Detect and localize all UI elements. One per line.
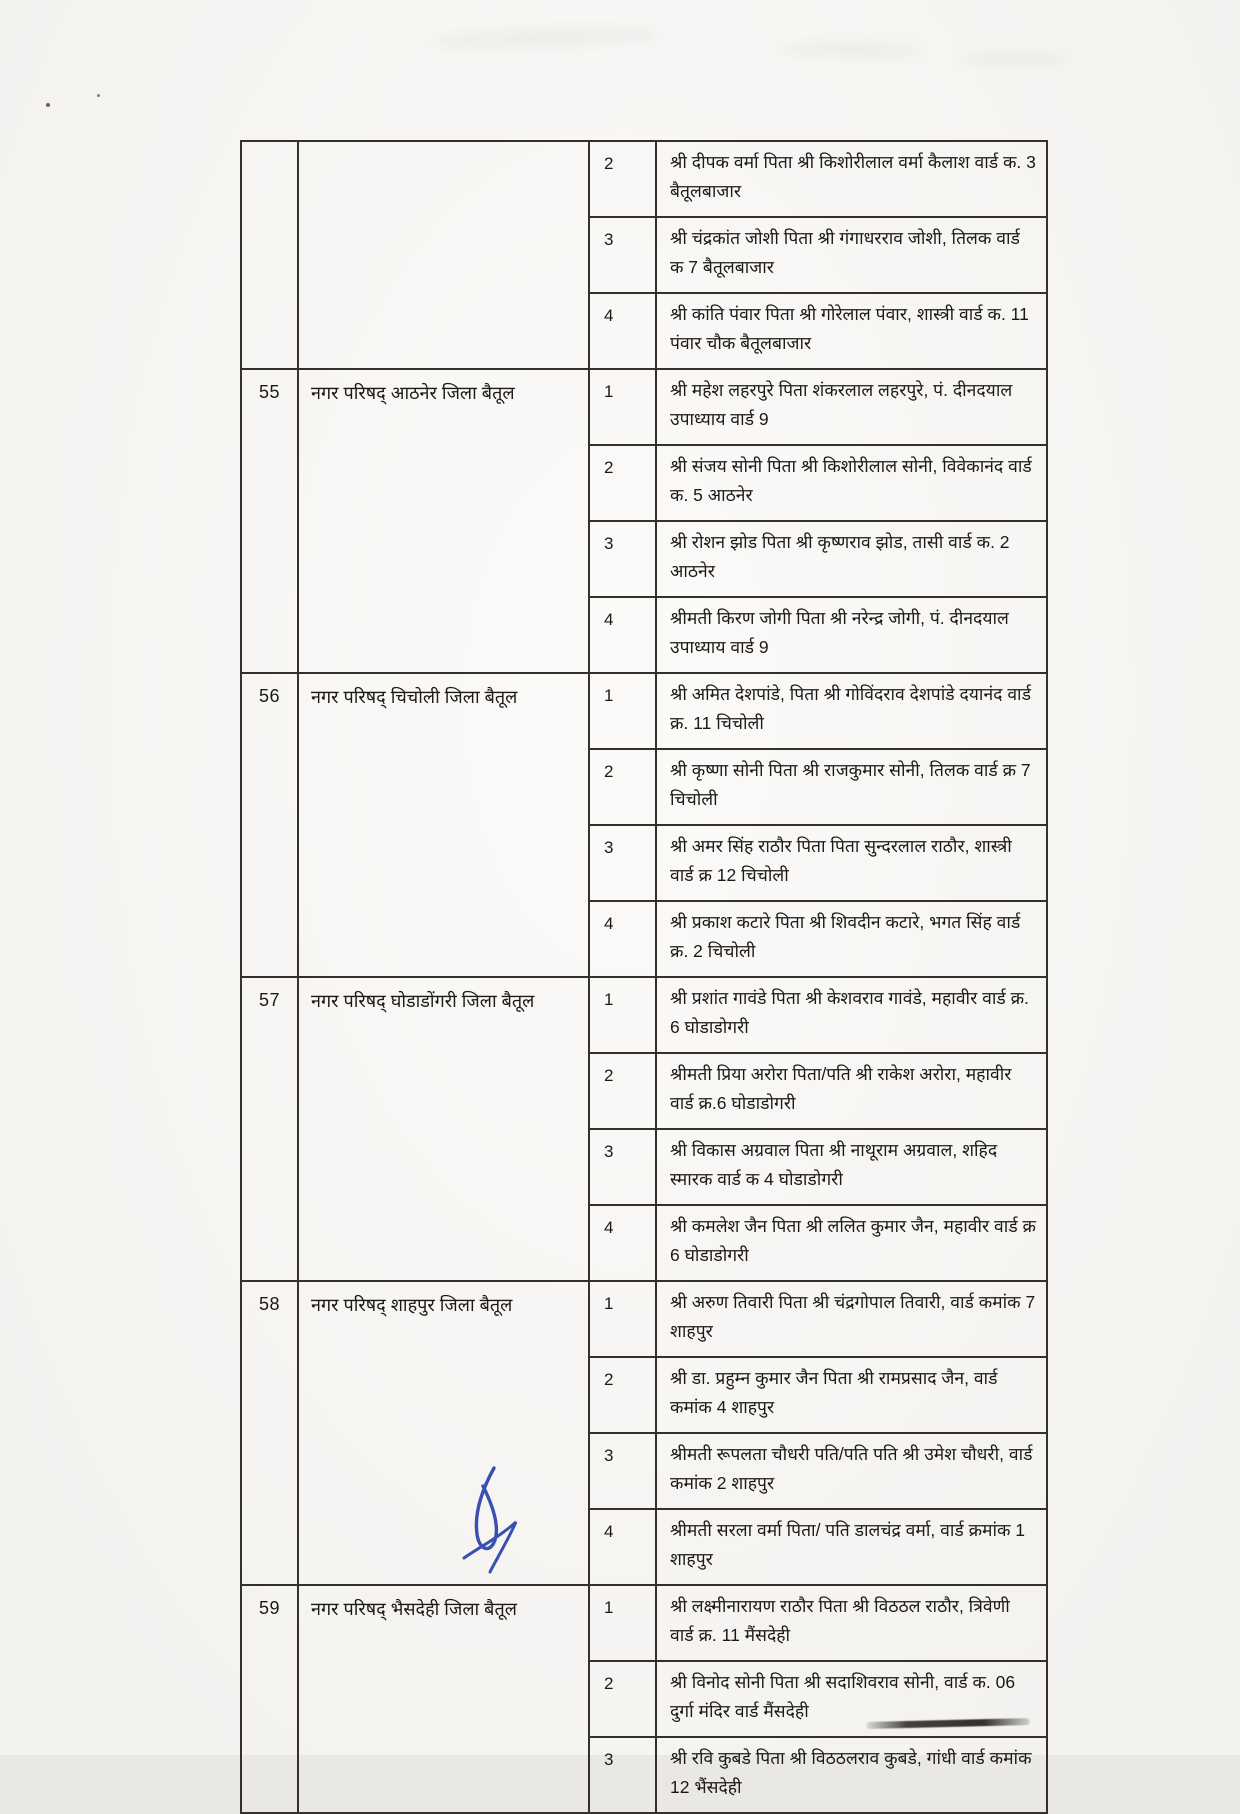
member-detail-cell: श्री विकास अग्रवाल पिता श्री नाथूराम अग्रवाल, शहिद स्मारक वार्ड क 4 घोडाडोगरी	[656, 1129, 1047, 1205]
member-number-cell: 1	[589, 977, 656, 1053]
council-cell	[298, 141, 589, 369]
scan-smudge	[960, 52, 1070, 66]
serial-cell	[241, 141, 298, 369]
member-detail-cell: श्री प्रशांत गावंडे पिता श्री केशवराव गावंडे, महावीर वार्ड क्र. 6 घोडाडोगरी	[656, 977, 1047, 1053]
member-number-cell: 2	[589, 1053, 656, 1129]
member-detail-cell: श्री दीपक वर्मा पिता श्री किशोरीलाल वर्मा कैलाश वार्ड क. 3 बैतूलबाजार	[656, 141, 1047, 217]
member-detail-cell: श्री अमित देशपांडे, पिता श्री गोविंदराव देशपांडे दयानंद वार्ड क्र. 11 चिचोली	[656, 673, 1047, 749]
member-number-cell: 4	[589, 901, 656, 977]
member-number-cell: 3	[589, 1433, 656, 1509]
member-number-cell: 3	[589, 1129, 656, 1205]
council-cell: नगर परिषद् भैसदेही जिला बैतूल	[298, 1585, 589, 1813]
ink-dot	[46, 103, 50, 107]
member-detail-cell: श्रीमती प्रिया अरोरा पिता/पति श्री राकेश अरोरा, महावीर वार्ड क्र.6 घोडाडोगरी	[656, 1053, 1047, 1129]
scan-smudge	[430, 24, 661, 52]
member-number-cell: 1	[589, 369, 656, 445]
scan-smudge	[780, 41, 920, 59]
member-detail-cell: श्री चंद्रकांत जोशी पिता श्री गंगाधरराव जोशी, तिलक वार्ड क 7 बैतूलबाजार	[656, 217, 1047, 293]
serial-cell: 58	[241, 1281, 298, 1585]
member-detail-cell: श्री संजय सोनी पिता श्री किशोरीलाल सोनी, विवेकानंद वार्ड क. 5 आठनेर	[656, 445, 1047, 521]
table-row	[241, 369, 1047, 445]
member-detail-cell: श्री अरुण तिवारी पिता श्री चंद्रगोपाल तिवारी, वार्ड कमांक 7 शाहपुर	[656, 1281, 1047, 1357]
member-number-cell: 2	[589, 749, 656, 825]
member-number-cell: 3	[589, 217, 656, 293]
member-detail-cell: श्रीमती सरला वर्मा पिता/ पति डालचंद्र वर्मा, वार्ड क्रमांक 1 शाहपुर	[656, 1509, 1047, 1585]
member-detail-cell: श्री लक्ष्मीनारायण राठौर पिता श्री विठठल राठौर, त्रिवेणी वार्ड क्र. 11 मैंसदेही	[656, 1585, 1047, 1661]
member-detail-cell: श्री प्रकाश कटारे पिता श्री शिवदीन कटारे, भगत सिंह वार्ड क्र. 2 चिचोली	[656, 901, 1047, 977]
member-number-cell: 2	[589, 445, 656, 521]
table-row	[241, 1281, 1047, 1357]
member-detail-cell: श्रीमती रूपलता चौधरी पति/पति पति श्री उमेश चौधरी, वार्ड कमांक 2 शाहपुर	[656, 1433, 1047, 1509]
member-detail-cell: श्री विनोद सोनी पिता श्री सदाशिवराव सोनी, वार्ड क. 06 दुर्गा मंदिर वार्ड मैंसदेही	[656, 1661, 1047, 1737]
table-row	[241, 977, 1047, 1053]
member-detail-cell: श्री कृष्णा सोनी पिता श्री राजकुमार सोनी, तिलक वार्ड क्र 7 चिचोली	[656, 749, 1047, 825]
member-number-cell: 1	[589, 1281, 656, 1357]
serial-cell: 56	[241, 673, 298, 977]
table-row	[241, 1585, 1047, 1661]
member-number-cell: 3	[589, 825, 656, 901]
member-detail-cell: श्री अमर सिंह राठौर पिता पिता सुन्दरलाल राठौर, शास्त्री वार्ड क्र 12 चिचोली	[656, 825, 1047, 901]
member-number-cell: 1	[589, 673, 656, 749]
member-detail-cell: श्री कांति पंवार पिता श्री गोरेलाल पंवार, शास्त्री वार्ड क. 11 पंवार चौक बैतूलबाजार	[656, 293, 1047, 369]
member-detail-cell: श्री महेश लहरपुरे पिता शंकरलाल लहरपुरे, पं. दीनदयाल उपाध्याय वार्ड 9	[656, 369, 1047, 445]
council-cell: नगर परिषद् चिचोली जिला बैतूल	[298, 673, 589, 977]
council-cell: नगर परिषद् घोडाडोंगरी जिला बैतूल	[298, 977, 589, 1281]
council-cell: नगर परिषद् आठनेर जिला बैतूल	[298, 369, 589, 673]
member-detail-cell: श्रीमती किरण जोगी पिता श्री नरेन्द्र जोगी, पं. दीनदयाल उपाध्याय वार्ड 9	[656, 597, 1047, 673]
member-detail-cell: श्री रोशन झोड पिता श्री कृष्णराव झोड, तासी वार्ड क. 2 आठनेर	[656, 521, 1047, 597]
member-detail-cell: श्री रवि कुबडे पिता श्री विठठलराव कुबडे, गांधी वार्ड कमांक 12 भैंसदेही	[656, 1737, 1047, 1813]
serial-cell: 55	[241, 369, 298, 673]
serial-cell: 57	[241, 977, 298, 1281]
member-number-cell: 4	[589, 293, 656, 369]
member-number-cell: 4	[589, 1205, 656, 1281]
council-members-table	[240, 140, 1048, 1814]
serial-cell: 59	[241, 1585, 298, 1813]
member-detail-cell: श्री डा. प्रहुम्न कुमार जैन पिता श्री रामप्रसाद जैन, वार्ड कमांक 4 शाहपुर	[656, 1357, 1047, 1433]
member-detail-cell: श्री कमलेश जैन पिता श्री ललित कुमार जैन, महावीर वार्ड क्र 6 घोडाडोगरी	[656, 1205, 1047, 1281]
council-cell: नगर परिषद् शाहपुर जिला बैतूल	[298, 1281, 589, 1585]
member-number-cell: 3	[589, 1737, 656, 1813]
member-number-cell: 2	[589, 1357, 656, 1433]
ink-dot	[97, 94, 100, 97]
table-body	[241, 141, 1047, 1813]
table-row	[241, 673, 1047, 749]
table-row	[241, 141, 1047, 217]
member-number-cell: 1	[589, 1585, 656, 1661]
member-number-cell: 4	[589, 597, 656, 673]
member-number-cell: 2	[589, 1661, 656, 1737]
member-number-cell: 2	[589, 141, 656, 217]
member-number-cell: 4	[589, 1509, 656, 1585]
member-number-cell: 3	[589, 521, 656, 597]
